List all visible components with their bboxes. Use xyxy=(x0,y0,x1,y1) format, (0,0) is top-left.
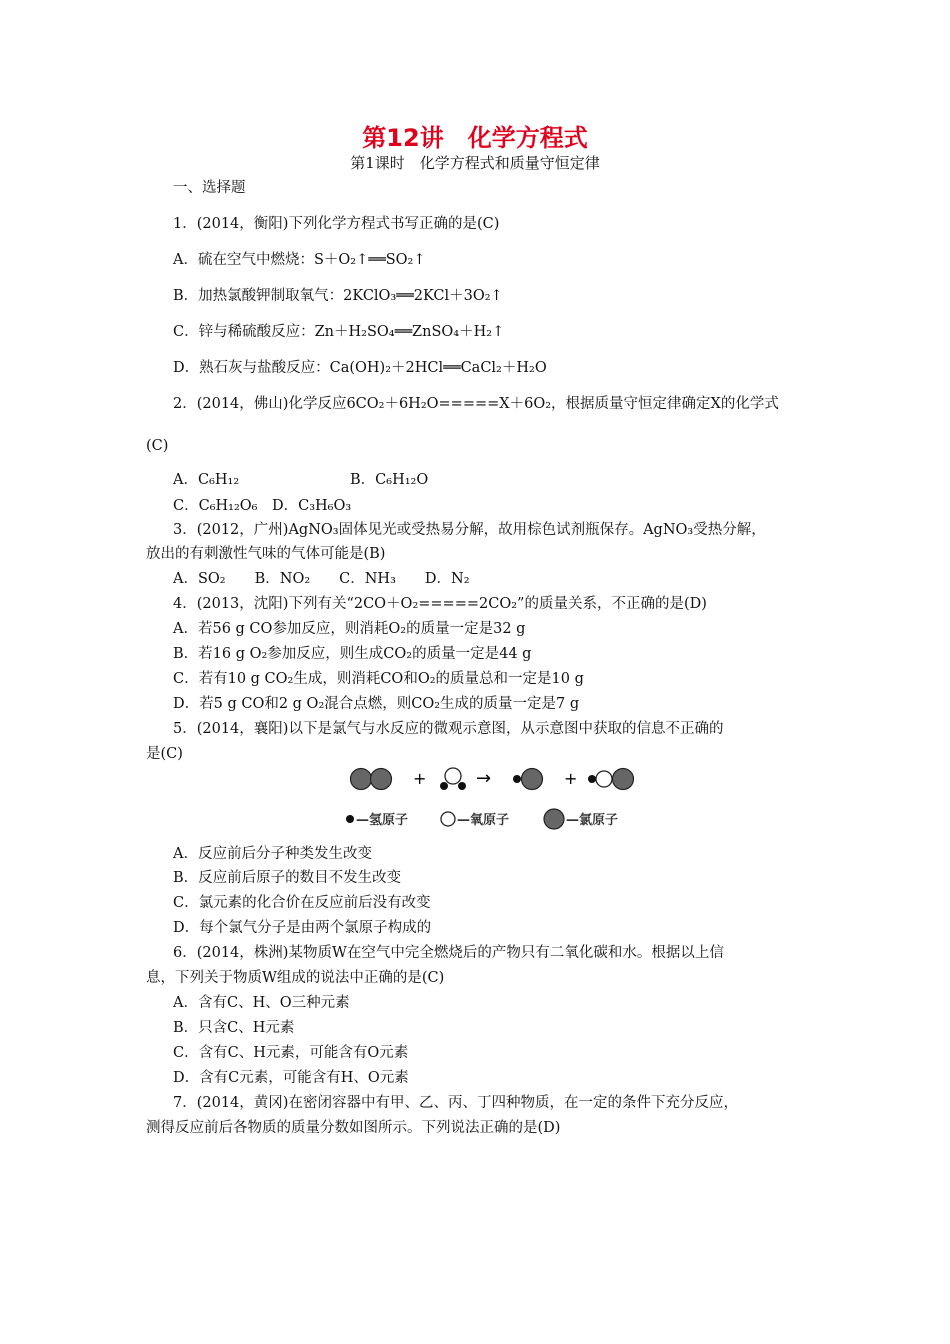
q6-option-c: C．含有C、H元素，可能含有O元素 xyxy=(173,1045,409,1061)
q6-option-b: B．只含C、H元素 xyxy=(173,1020,295,1036)
q5-option-d: D．每个氯气分子是由两个氯原子构成的 xyxy=(173,920,432,936)
hydrogen-atom-icon xyxy=(440,782,448,790)
page-subtitle: 第1课时 化学方程式和质量守恒定律 xyxy=(350,154,600,172)
q1-stem: 1．(2014，衡阳)下列化学方程式书写正确的是(C) xyxy=(173,216,500,232)
q1-option-d: D．熟石灰与盐酸反应：Ca(OH)₂＋2HCl══CaCl₂＋H₂O xyxy=(173,360,547,376)
plus-sign: + xyxy=(564,769,578,788)
q4-stem: 4．(2013，沈阳)下列有关“2CO＋O₂=====2CO₂”的质量关系，不正确的是(D) xyxy=(173,596,707,612)
chlorine-atom-icon xyxy=(351,769,372,790)
q4-option-b: B．若16 g O₂参加反应，则生成CO₂的质量一定是44 g xyxy=(173,646,532,662)
legend-chlorine-label: —氯原子 xyxy=(566,813,619,828)
q3-stem-cont: 放出的有刺激性气味的气体可能是(B) xyxy=(146,546,386,562)
q2-option-cd: C．C₆H₁₂O₆ D．C₃H₆O₃ xyxy=(173,498,352,514)
q6-stem-cont: 息，下列关于物质W组成的说法中正确的是(C) xyxy=(146,970,445,986)
q1-option-a: A．硫在空气中燃烧：S＋O₂↑══SO₂↑ xyxy=(173,252,426,268)
q2-answer: (C) xyxy=(146,438,169,454)
oxygen-atom-icon xyxy=(596,771,612,787)
legend-hydrogen-icon xyxy=(346,815,354,823)
hydrogen-atom-icon xyxy=(513,775,521,783)
q5-option-a: A．反应前后分子种类发生改变 xyxy=(173,846,372,862)
q3-stem: 3．(2012，广州)AgNO₃固体见光或受热易分解，故用棕色试剂瓶保存。AgNO₃受热分解， xyxy=(173,522,766,538)
q2-option-b: B．C₆H₁₂O xyxy=(350,472,429,488)
chlorine-atom-icon xyxy=(613,769,634,790)
reaction-diagram xyxy=(340,762,640,838)
q5-stem: 5．(2014，襄阳)以下是氯气与水反应的微观示意图，从示意图中获取的信息不正确的 xyxy=(173,721,724,737)
hydrogen-atom-icon xyxy=(588,775,596,783)
q3-options: A．SO₂ B．NO₂ C．NH₃ D．N₂ xyxy=(173,571,470,587)
plus-sign: + xyxy=(413,769,427,788)
legend-oxygen-icon xyxy=(441,812,455,826)
legend-hydrogen-label: —氢原子 xyxy=(356,813,409,828)
q4-option-a: A．若56 g CO参加反应，则消耗O₂的质量一定是32 g xyxy=(173,621,526,637)
chlorine-atom-icon xyxy=(371,769,392,790)
q1-option-b: B．加热氯酸钾制取氧气：2KClO₃══2KCl＋3O₂↑ xyxy=(173,288,503,304)
q5-option-c: C．氯元素的化合价在反应前后没有改变 xyxy=(173,895,431,911)
q6-stem: 6．(2014，株洲)某物质W在空气中完全燃烧后的产物只有二氧化碳和水。根据以上信 xyxy=(173,945,724,961)
section-heading: 一、选择题 xyxy=(173,180,246,196)
legend-oxygen-label: —氧原子 xyxy=(457,813,510,828)
q5-option-b: B．反应前后原子的数目不发生改变 xyxy=(173,870,402,886)
q6-option-a: A．含有C、H、O三种元素 xyxy=(173,995,350,1011)
q6-option-d: D．含有C元素，可能含有H、O元素 xyxy=(173,1070,409,1086)
q7-stem: 7．(2014，黄冈)在密闭容器中有甲、乙、丙、丁四种物质，在一定的条件下充分反应， xyxy=(173,1095,738,1111)
chlorine-atom-icon xyxy=(522,769,543,790)
oxygen-atom-icon xyxy=(445,768,461,784)
arrow-icon: → xyxy=(476,768,492,789)
q7-stem-cont: 测得反应前后各物质的质量分数如图所示。下列说法正确的是(D) xyxy=(146,1120,561,1136)
legend-chlorine-icon xyxy=(544,809,564,829)
page-title: 第12讲 化学方程式 xyxy=(362,124,588,152)
q4-option-c: C．若有10 g CO₂生成，则消耗CO和O₂的质量总和一定是10 g xyxy=(173,671,584,687)
hydrogen-atom-icon xyxy=(458,782,466,790)
q2-stem: 2．(2014，佛山)化学反应6CO₂＋6H₂O=====X＋6O₂，根据质量守恒定律确定X的化学式 xyxy=(173,396,779,412)
q5-stem-cont: 是(C) xyxy=(146,746,183,762)
q2-option-a: A．C₆H₁₂ xyxy=(173,472,240,488)
q4-option-d: D．若5 g CO和2 g O₂混合点燃，则CO₂生成的质量一定是7 g xyxy=(173,696,580,712)
q1-option-c: C．锌与稀硫酸反应：Zn＋H₂SO₄══ZnSO₄＋H₂↑ xyxy=(173,324,505,340)
